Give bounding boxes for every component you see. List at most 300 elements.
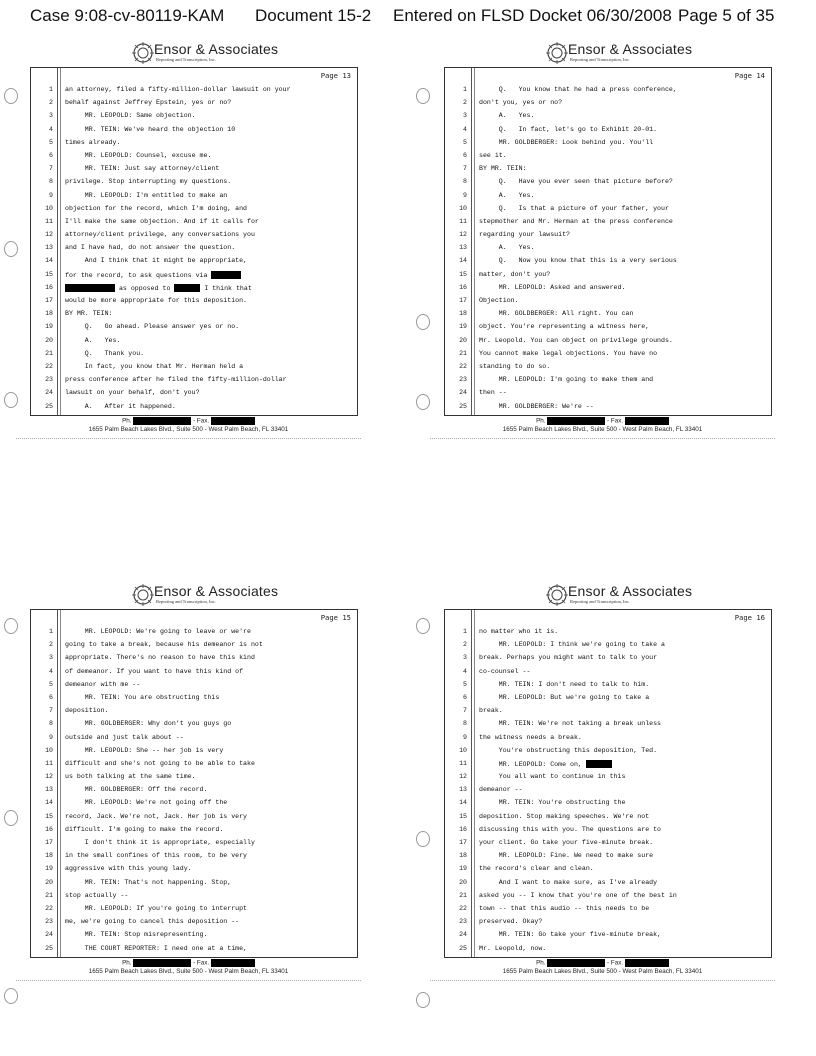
line-text: Q. Have you ever seen that picture before?	[479, 178, 673, 186]
punch-hole-icon	[416, 394, 430, 410]
docket-header	[0, 0, 816, 34]
line-text: A. Yes.	[479, 244, 535, 252]
line-text: MR. GOLDBERGER: Off the record.	[65, 786, 208, 794]
line-text: MR. GOLDBERGER: All right. You can	[479, 310, 634, 318]
transcript-line	[445, 732, 771, 745]
line-number: 6	[49, 693, 53, 701]
transcript-line	[31, 652, 357, 665]
line-text: And I think that it might be appropriate,	[65, 257, 248, 265]
firm-name: Ensor & Associates	[154, 583, 279, 599]
line-number: 7	[49, 165, 53, 173]
line-text: I'll make the same objection. And if it calls for	[65, 217, 259, 225]
transcript-line	[31, 903, 357, 916]
transcript-line	[31, 705, 357, 718]
line-text: and I have had, do not answer the question.	[65, 244, 236, 252]
line-text: asked you -- I know that you're one of the best in	[479, 891, 677, 899]
line-text: MR. TEIN: You are obstructing this	[65, 693, 220, 701]
line-number: 21	[45, 891, 53, 899]
line-text: MR. LEOPOLD: Asked and answered.	[479, 283, 626, 291]
line-number: 7	[49, 707, 53, 715]
line-number: 18	[459, 852, 467, 860]
line-text: would be more appropriate for this deposition.	[65, 297, 248, 304]
line-number: 20	[459, 878, 467, 886]
line-number: 9	[49, 733, 53, 741]
line-number: 13	[459, 786, 467, 794]
divider	[430, 980, 775, 981]
transcript-line	[445, 190, 771, 203]
line-number: 19	[45, 323, 53, 331]
line-text: the record's clear and clean.	[479, 865, 594, 873]
line-number: 20	[45, 336, 53, 344]
line-text: standing to do so.	[479, 362, 551, 370]
redaction-bar	[65, 284, 115, 292]
ensor-seal-icon	[132, 42, 154, 64]
line-text: MR. TEIN: We're not taking a break unless	[479, 720, 662, 728]
transcript-line	[445, 255, 771, 268]
line-text: Objection.	[479, 297, 519, 304]
line-number: 22	[45, 362, 53, 370]
line-text: BY MR. TEIN:	[479, 165, 527, 173]
ensor-seal-icon	[132, 584, 154, 606]
line-number: 12	[459, 231, 467, 239]
line-text: MR. LEOPOLD: Come on,	[479, 760, 767, 768]
line-text: matter, don't you?	[479, 270, 551, 278]
transcript-frame	[444, 67, 772, 416]
transcript-page	[16, 582, 361, 987]
line-text: co-counsel --	[479, 667, 531, 675]
line-text: aggressive with this young lady.	[65, 865, 192, 873]
contact-line	[430, 959, 775, 968]
transcript-line	[445, 705, 771, 718]
transcript-line	[445, 916, 771, 929]
line-number: 3	[463, 112, 467, 120]
line-number: 21	[459, 891, 467, 899]
line-number: 16	[459, 825, 467, 833]
line-text: in the small confines of this room, to be very	[65, 852, 248, 860]
transcript-line	[31, 401, 357, 414]
punch-hole-icon	[4, 988, 18, 1004]
line-number: 3	[463, 654, 467, 662]
transcript-line	[445, 97, 771, 110]
line-number: 11	[45, 217, 53, 225]
transcript-line	[31, 784, 357, 797]
line-number: 2	[49, 641, 53, 649]
line-number: 5	[49, 138, 53, 146]
line-text: BY MR. TEIN:	[65, 310, 113, 318]
line-number: 8	[49, 720, 53, 728]
firm-footer	[16, 417, 361, 433]
contact-line	[16, 417, 361, 426]
firm-tagline: Reporting and Transcription, Inc.	[570, 57, 630, 62]
line-text: as opposed to I think that	[65, 284, 353, 292]
line-text: MR. GOLDBERGER: Look behind you. You'll	[479, 138, 654, 146]
transcript-line	[445, 903, 771, 916]
line-number: 19	[459, 323, 467, 331]
line-number: 25	[45, 402, 53, 410]
line-text: break.	[479, 707, 503, 715]
line-text: MR. TEIN: We've heard the objection 10	[65, 125, 236, 133]
line-number: 22	[45, 904, 53, 912]
transcript-line	[31, 124, 357, 137]
line-number: 22	[459, 362, 467, 370]
transcript-line	[445, 929, 771, 942]
line-number: 23	[459, 918, 467, 926]
transcript-line	[445, 361, 771, 374]
line-number: 25	[45, 944, 53, 952]
line-number: 3	[49, 112, 53, 120]
transcript-line	[445, 295, 771, 308]
redaction-bar	[547, 417, 605, 425]
line-number: 17	[459, 839, 467, 846]
page-label: Page 13	[320, 71, 351, 80]
transcript-line	[445, 216, 771, 229]
firm-tagline: Reporting and Transcription, Inc.	[156, 57, 216, 62]
divider	[16, 980, 361, 981]
line-number: 14	[459, 257, 467, 265]
redaction-bar	[547, 959, 605, 967]
line-text: deposition.	[65, 707, 109, 715]
line-number: 24	[45, 931, 53, 939]
line-number: 8	[463, 178, 467, 186]
line-number: 9	[463, 733, 467, 741]
contact-line	[16, 959, 361, 968]
transcript-line	[445, 401, 771, 414]
line-text: Q. Is that a picture of your father, your	[479, 204, 669, 212]
firm-logo	[430, 582, 775, 608]
line-number: 24	[459, 389, 467, 397]
line-number: 18	[45, 310, 53, 318]
firm-address: 1655 Palm Beach Lakes Blvd., Suite 500 - West Palm Beach, FL 33401	[88, 426, 289, 433]
line-text: Q. In fact, let's go to Exhibit 20-01.	[479, 125, 658, 133]
line-text: your client. Go take your five-minute break.	[479, 839, 654, 846]
page-label: Page 14	[734, 71, 765, 80]
phone-label: Ph.	[536, 959, 546, 967]
page-count: Page 5 of 35	[678, 6, 775, 25]
line-text: MR. GOLDBERGER: Why don't you guys go	[65, 720, 232, 728]
line-text: of demeanor. If you want to have this kind of	[65, 667, 244, 675]
line-number: 9	[463, 191, 467, 199]
transcript-line	[445, 890, 771, 903]
transcript-line	[31, 732, 357, 745]
line-text: You cannot make legal objections. You have no	[479, 349, 658, 357]
transcript-line	[445, 811, 771, 824]
line-text: break. Perhaps you might want to talk to your	[479, 654, 658, 662]
line-number: 20	[459, 336, 467, 344]
transcript-page	[430, 582, 775, 987]
line-number: 23	[459, 376, 467, 384]
transcript-line	[31, 84, 357, 97]
line-text: us both talking at the same time.	[65, 773, 196, 781]
transcript-line	[31, 639, 357, 652]
case-number: Case 9:08-cv-80119-KAM	[30, 6, 225, 25]
transcript-line	[31, 255, 357, 268]
line-number: 11	[459, 759, 467, 767]
line-number: 14	[459, 799, 467, 807]
fax-label: - Fax.	[193, 959, 210, 967]
line-number: 4	[49, 667, 53, 675]
transcript-line	[445, 321, 771, 334]
line-number: 5	[49, 680, 53, 688]
transcript-line	[31, 387, 357, 400]
line-number: 18	[45, 852, 53, 860]
transcript-line	[31, 692, 357, 705]
line-text: MR. TEIN: I don't need to talk to him.	[479, 680, 650, 688]
line-text: object. You're representing a witness here,	[479, 323, 650, 331]
line-text: preserved. Okay?	[479, 918, 543, 926]
line-text: A. After it happened.	[65, 402, 176, 410]
redaction-bar	[133, 417, 191, 425]
transcript-line	[31, 150, 357, 163]
line-number: 17	[459, 297, 467, 304]
line-number: 4	[463, 125, 467, 133]
ensor-seal-icon	[546, 584, 568, 606]
line-number: 1	[49, 628, 53, 635]
line-number: 16	[459, 283, 467, 291]
line-text: Q. Thank you.	[65, 349, 145, 357]
line-text: MR. LEOPOLD: I'm going to make them and	[479, 376, 654, 384]
line-text: A. Yes.	[65, 336, 121, 344]
line-text: press conference after he filed the fifty-million-dollar	[65, 376, 287, 384]
line-number: 1	[463, 628, 467, 635]
line-text: Mr. Leopold, now.	[479, 944, 547, 952]
transcript-line	[445, 784, 771, 797]
line-text: MR. LEOPOLD: Same objection.	[65, 112, 196, 120]
line-text: MR. TEIN: Go take your five-minute break,	[479, 931, 662, 939]
transcript-line	[31, 929, 357, 942]
line-number: 19	[459, 865, 467, 873]
phone-label: Ph.	[536, 417, 546, 425]
transcript-line	[31, 242, 357, 255]
line-text: MR. LEOPOLD: But we're going to take a	[479, 693, 650, 701]
line-text: the witness needs a break.	[479, 733, 582, 741]
transcript-line	[31, 666, 357, 679]
transcript-line	[445, 242, 771, 255]
firm-logo	[16, 40, 361, 66]
line-text: MR. TEIN: Stop misrepresenting.	[65, 931, 208, 939]
transcript-line	[31, 216, 357, 229]
transcript-line	[445, 877, 771, 890]
line-text: MR. LEOPOLD: We're going to leave or we're	[65, 628, 251, 635]
transcript-line	[445, 137, 771, 150]
transcript-line	[445, 374, 771, 387]
line-number: 24	[459, 931, 467, 939]
transcript-line	[31, 282, 357, 295]
transcript-lines	[445, 626, 771, 956]
line-text: You all want to continue in this	[479, 773, 626, 781]
line-number: 8	[463, 720, 467, 728]
transcript-line	[445, 308, 771, 321]
transcript-line	[31, 308, 357, 321]
line-text: MR. GOLDBERGER: We're --	[479, 402, 594, 410]
transcript-line	[31, 176, 357, 189]
transcript-line	[31, 745, 357, 758]
line-text: discussing this with you. The questions are to	[479, 825, 662, 833]
transcript-line	[31, 110, 357, 123]
transcript-line	[31, 361, 357, 374]
transcript-line	[445, 150, 771, 163]
transcript-line	[445, 163, 771, 176]
line-number: 12	[45, 231, 53, 239]
line-text: MR. LEOPOLD: If you're going to interrupt	[65, 904, 248, 912]
line-number: 11	[45, 759, 53, 767]
line-text: appropriate. There's no reason to have this kind	[65, 654, 255, 662]
line-number: 11	[459, 217, 467, 225]
phone-label: Ph.	[122, 417, 132, 425]
transcript-line	[445, 124, 771, 137]
transcript-line	[31, 824, 357, 837]
line-number: 10	[459, 204, 467, 212]
transcript-line	[445, 652, 771, 665]
line-text: objection for the record, which I'm doing, and	[65, 204, 248, 212]
transcript-line	[31, 97, 357, 110]
transcript-line	[31, 374, 357, 387]
line-text: lawsuit on your behalf, don't you?	[65, 389, 200, 397]
transcript-line	[445, 110, 771, 123]
line-text: Q. Now you know that this is a very serious	[479, 257, 677, 265]
line-number: 25	[459, 944, 467, 952]
line-text: A. Yes.	[479, 191, 535, 199]
line-text: attorney/client privilege, any conversations you	[65, 231, 255, 239]
line-number: 24	[45, 389, 53, 397]
line-text: privilege. Stop interrupting my questions.	[65, 178, 232, 186]
line-number: 19	[45, 865, 53, 873]
line-number: 21	[459, 349, 467, 357]
line-number: 1	[49, 86, 53, 93]
line-text: I don't think it is appropriate, especially	[65, 839, 255, 846]
transcript-line	[445, 335, 771, 348]
transcript-line	[31, 163, 357, 176]
line-text: MR. LEOPOLD: Counsel, excuse me.	[65, 151, 212, 159]
line-number: 6	[49, 151, 53, 159]
transcript-lines	[31, 84, 357, 414]
line-number: 6	[463, 693, 467, 701]
line-text: stop actually --	[65, 891, 129, 899]
redaction-bar	[625, 417, 669, 425]
punch-hole-icon	[416, 831, 430, 847]
line-number: 3	[49, 654, 53, 662]
line-text: town -- that this audio -- this needs to be	[479, 904, 650, 912]
line-number: 15	[459, 812, 467, 820]
transcript-line	[445, 943, 771, 956]
line-number: 25	[459, 402, 467, 410]
transcript-line	[31, 321, 357, 334]
line-text: MR. LEOPOLD: She -- her job is very	[65, 746, 224, 754]
transcript-line	[445, 771, 771, 784]
line-text: Q. Go ahead. Please answer yes or no.	[65, 323, 240, 331]
line-text: don't you, yes or no?	[479, 99, 563, 107]
firm-address: 1655 Palm Beach Lakes Blvd., Suite 500 - West Palm Beach, FL 33401	[502, 968, 703, 975]
transcript-line	[445, 758, 771, 771]
line-text: MR. TEIN: Just say attorney/client	[65, 165, 220, 173]
line-text: then --	[479, 389, 507, 397]
transcript-line	[31, 758, 357, 771]
transcript-line	[31, 877, 357, 890]
fax-label: - Fax.	[607, 417, 624, 425]
transcript-frame	[444, 609, 772, 958]
line-text: In fact, you know that Mr. Herman held a	[65, 362, 244, 370]
transcript-line	[31, 718, 357, 731]
divider	[16, 438, 361, 439]
transcript-line	[445, 745, 771, 758]
line-number: 10	[45, 746, 53, 754]
transcript-line	[445, 863, 771, 876]
redaction-bar	[211, 271, 241, 279]
line-text: for the record, to ask questions via	[65, 271, 353, 279]
line-number: 23	[45, 376, 53, 384]
transcript-line	[31, 863, 357, 876]
firm-name: Ensor & Associates	[154, 41, 279, 57]
line-number: 13	[45, 786, 53, 794]
transcript-line	[31, 890, 357, 903]
transcript-line	[31, 348, 357, 361]
line-number: 12	[45, 773, 53, 781]
transcript-line	[31, 229, 357, 242]
punch-hole-icon	[416, 618, 430, 634]
line-text: demeanor --	[479, 786, 523, 794]
line-text: outside and just talk about --	[65, 733, 184, 741]
line-number: 5	[463, 680, 467, 688]
line-text: record, Jack. We're not, Jack. Her job is very	[65, 812, 248, 820]
line-number: 14	[45, 799, 53, 807]
firm-logo	[430, 40, 775, 66]
line-number: 6	[463, 151, 467, 159]
contact-line	[430, 417, 775, 426]
transcript-line	[31, 137, 357, 150]
transcript-line	[31, 269, 357, 282]
line-text: difficult. I'm going to make the record.	[65, 825, 224, 833]
divider	[430, 438, 775, 439]
transcript-page	[16, 40, 361, 445]
transcript-line	[31, 771, 357, 784]
transcript-line	[445, 203, 771, 216]
transcript-line	[31, 203, 357, 216]
line-number: 15	[459, 270, 467, 278]
line-text: stepmother and Mr. Herman at the press conference	[479, 217, 673, 225]
line-text: A. Yes.	[479, 112, 535, 120]
line-number: 2	[463, 99, 467, 107]
ensor-seal-icon	[546, 42, 568, 64]
line-number: 16	[45, 825, 53, 833]
line-text: MR. LEOPOLD: I'm entitled to make an	[65, 191, 228, 199]
line-number: 21	[45, 349, 53, 357]
punch-hole-icon	[416, 992, 430, 1008]
transcript-line	[445, 387, 771, 400]
page-label: Page 16	[734, 613, 765, 622]
firm-address: 1655 Palm Beach Lakes Blvd., Suite 500 - West Palm Beach, FL 33401	[502, 426, 703, 433]
line-text: MR. LEOPOLD: I think we're going to take a	[479, 641, 665, 649]
firm-tagline: Reporting and Transcription, Inc.	[156, 599, 216, 604]
punch-hole-icon	[416, 314, 430, 330]
line-text: no matter who it is.	[479, 628, 559, 635]
transcript-line	[31, 916, 357, 929]
transcript-line	[31, 943, 357, 956]
line-text: see it.	[479, 151, 507, 159]
transcript-lines	[31, 626, 357, 956]
transcript-line	[445, 718, 771, 731]
redaction-bar	[211, 417, 255, 425]
line-number: 15	[45, 270, 53, 278]
transcript-page	[430, 40, 775, 445]
line-text: MR. TEIN: That's not happening. Stop,	[65, 878, 232, 886]
transcript-line	[445, 176, 771, 189]
redaction-bar	[625, 959, 669, 967]
transcript-line	[31, 797, 357, 810]
redaction-bar	[133, 959, 191, 967]
line-text: demeanor with me --	[65, 680, 141, 688]
transcript-line	[445, 837, 771, 850]
line-text: difficult and she's not going to be able to take	[65, 759, 255, 767]
document-number: Document 15-2	[255, 6, 372, 25]
